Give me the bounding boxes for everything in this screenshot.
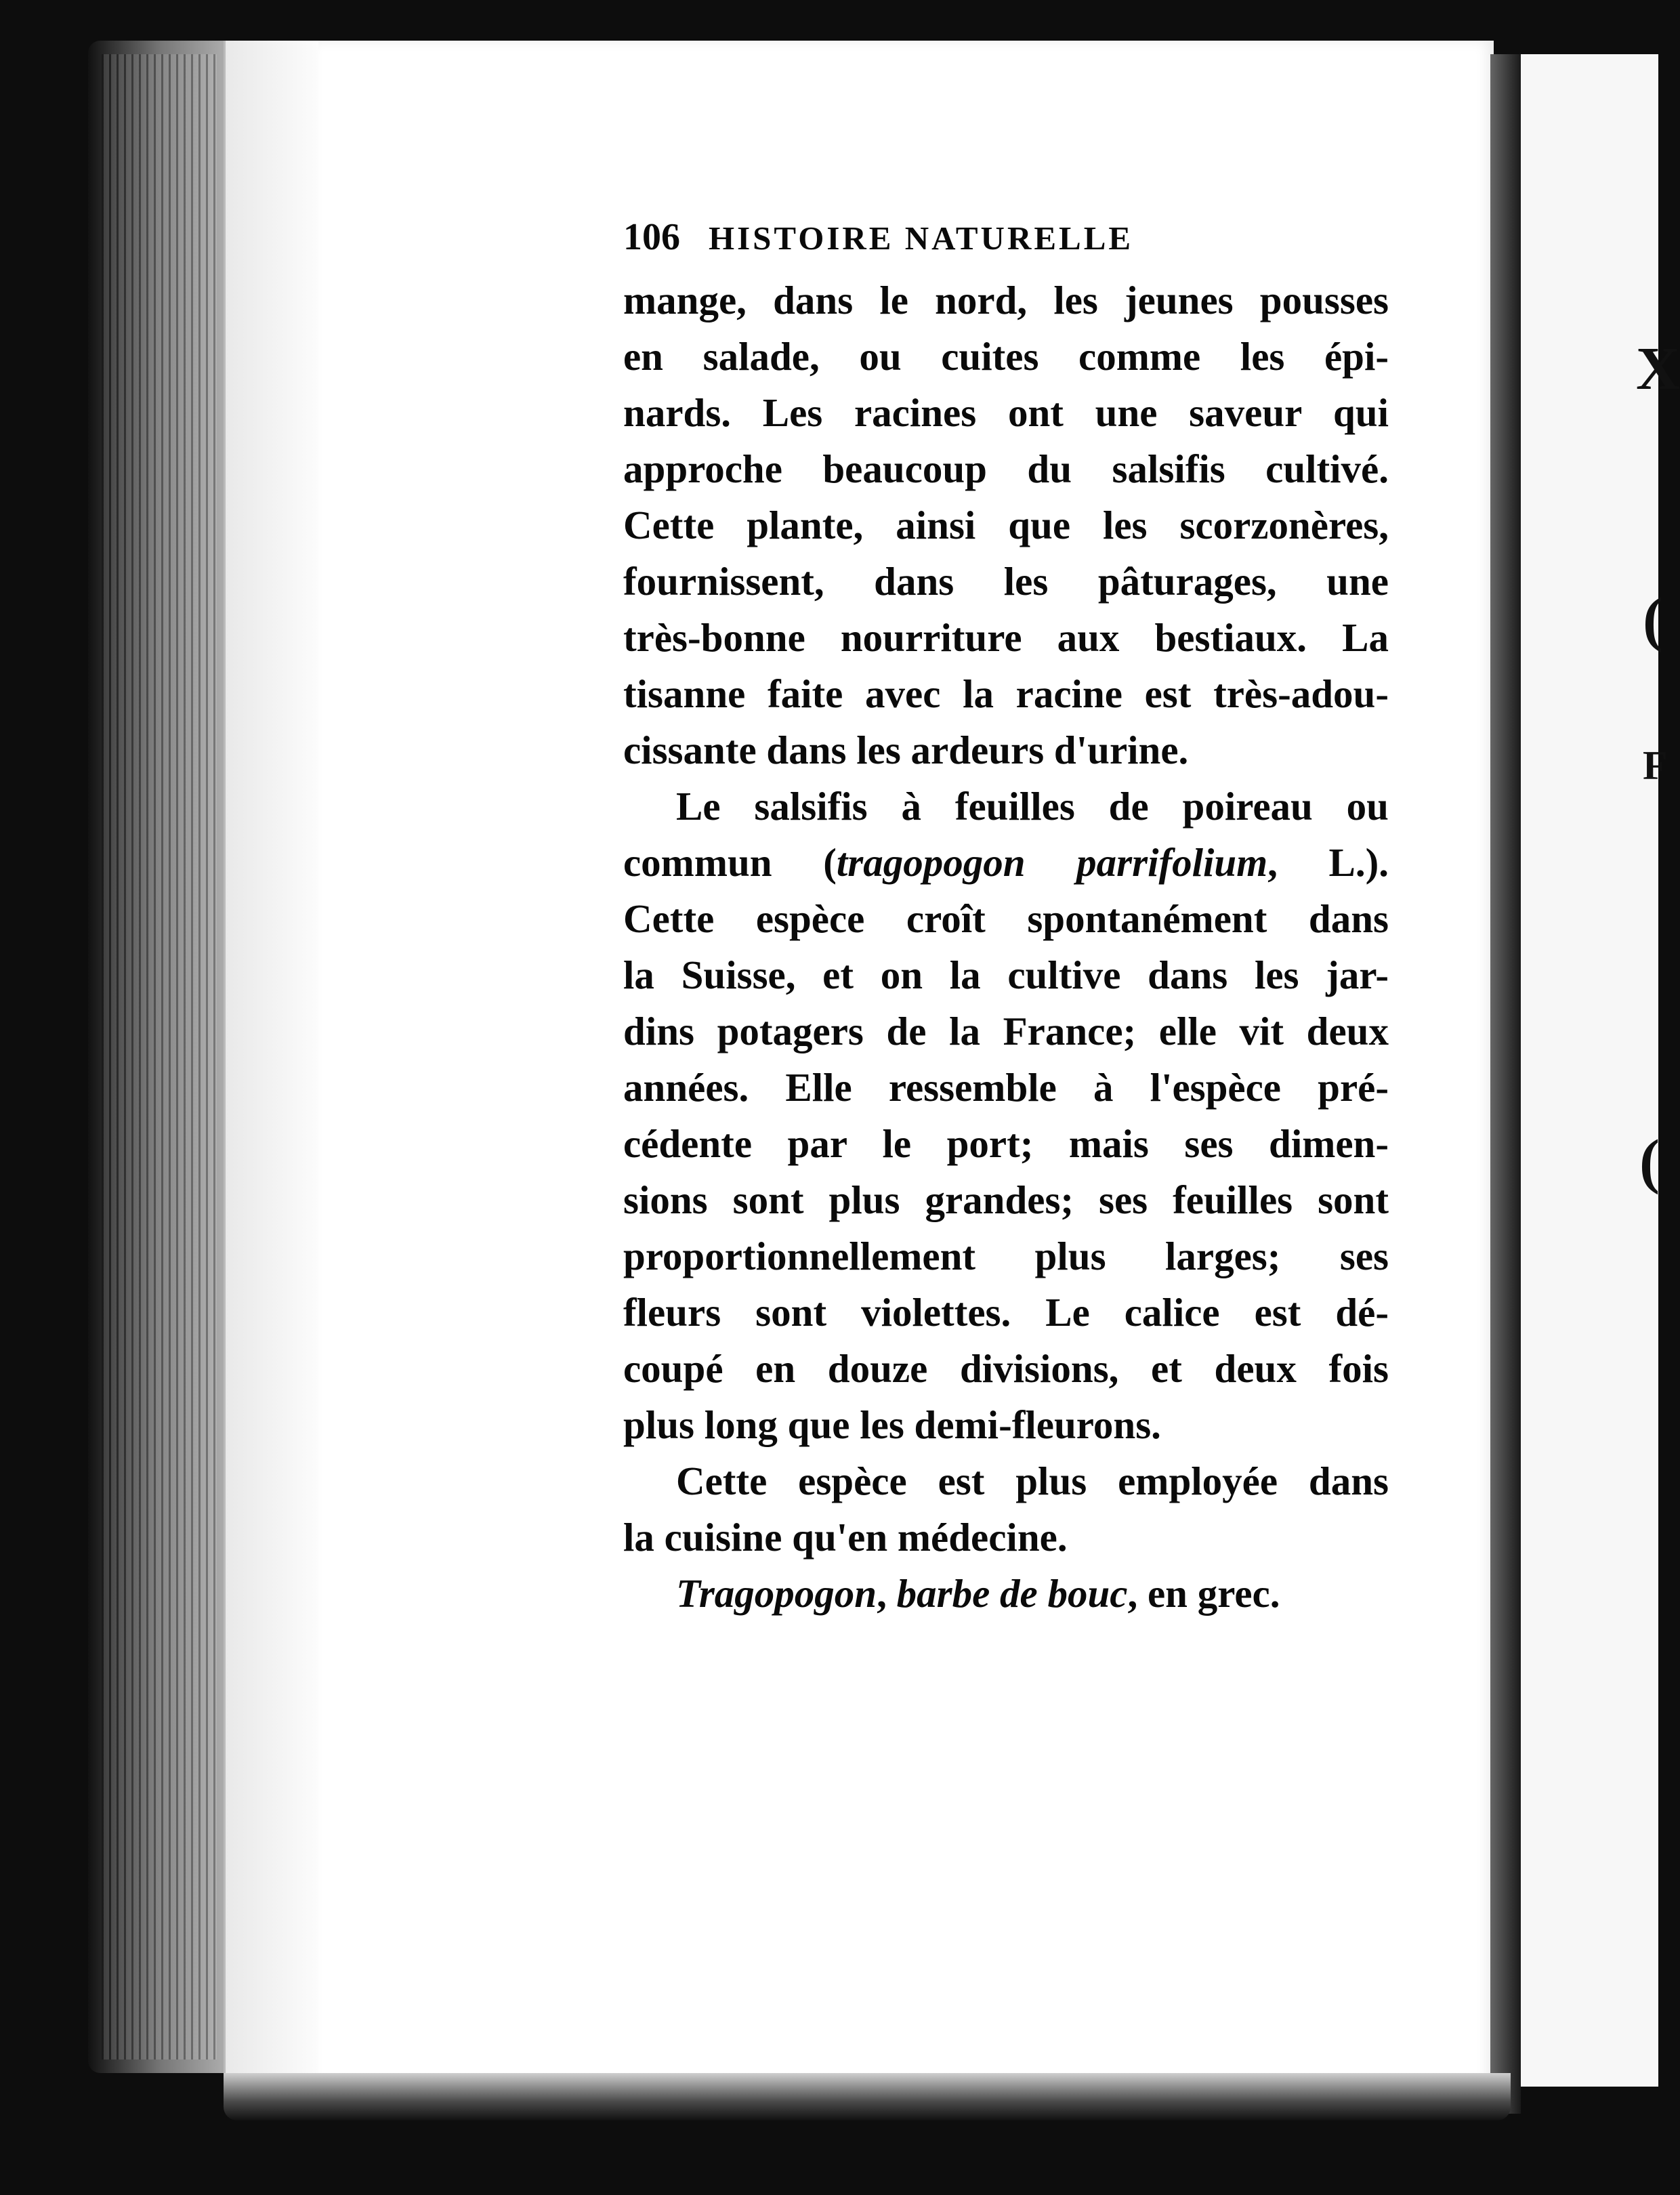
text-line: fleurs sont violettes. Le calice est dé-	[623, 1290, 1389, 1335]
running-head-title: HISTOIRE NATURELLE	[709, 220, 1134, 257]
page-text	[623, 215, 1389, 1622]
latin-name: tragopogon parrifolium	[836, 840, 1268, 885]
page-stack	[224, 41, 334, 2100]
facing-page-fragment: X	[1636, 335, 1680, 402]
text-line: très-bonne nourriture aux bestiaux. La	[623, 615, 1389, 660]
text-line: dins potagers de la France; elle vit deux	[623, 1009, 1389, 1053]
text-line: la cuisine qu'en médecine.	[623, 1515, 1068, 1560]
etymology-gloss: barbe de bouc	[896, 1571, 1128, 1616]
facing-page-fragment: (	[1639, 1128, 1660, 1195]
book-bottom-edge	[224, 2073, 1511, 2120]
paragraph-4	[623, 1566, 1389, 1622]
facing-page-edge	[1521, 54, 1680, 2087]
text-line	[623, 1566, 1389, 1622]
text-line: en salade, ou cuites comme les épi-	[623, 334, 1389, 379]
text-line: sions sont plus grandes; ses feuilles sont	[623, 1177, 1389, 1222]
paragraph-1	[623, 272, 1389, 778]
text-line: années. Elle ressemble à l'espèce pré-	[623, 1065, 1389, 1110]
text-line: la Suisse, et on la cultive dans les jar-	[623, 953, 1389, 997]
text-fragment: ,	[877, 1571, 897, 1616]
text-line: nards. Les racines ont une saveur qui	[623, 390, 1389, 435]
book-gutter	[1490, 54, 1521, 2114]
text-line: tisanne faite avec la racine est très-adou-	[623, 671, 1389, 716]
text-line: fournissent, dans les pâturages, une	[623, 559, 1389, 604]
text-line: mange, dans le nord, les jeunes pousses	[623, 278, 1389, 322]
text-line: cédente par le port; mais ses dimen-	[623, 1121, 1389, 1166]
text-fragment: commun (	[623, 840, 837, 885]
text-line: coupé en douze divisions, et deux fois	[623, 1346, 1389, 1391]
book-page-edges	[102, 54, 217, 2060]
text-line: Cette espèce est plus employée dans	[676, 1459, 1389, 1503]
text-line: proportionnellement plus larges; ses	[623, 1234, 1389, 1278]
paragraph-3	[623, 1453, 1389, 1566]
text-fragment: , en grec.	[1127, 1571, 1280, 1616]
text-line: Cette espèce croît spontanément dans	[623, 896, 1389, 941]
text-line: Cette plante, ainsi que les scorzonères,	[623, 503, 1389, 547]
paragraph-2	[623, 778, 1389, 1453]
text-line	[623, 835, 1389, 891]
text-line: approche beaucoup du salsifis cultivé.	[623, 446, 1389, 491]
facing-page-fragment: F	[1643, 743, 1668, 788]
facing-page-fragment: (	[1643, 586, 1663, 653]
text-line: cissante dans les ardeurs d'urine.	[623, 728, 1189, 772]
etymology-term: Tragopogon	[676, 1571, 877, 1616]
page-number: 106	[623, 216, 680, 258]
text-line: plus long que les demi-fleurons.	[623, 1402, 1161, 1447]
running-head	[623, 215, 1389, 256]
text-line: Le salsifis à feuilles de poireau ou	[676, 784, 1389, 829]
text-fragment: , L.).	[1267, 840, 1389, 885]
